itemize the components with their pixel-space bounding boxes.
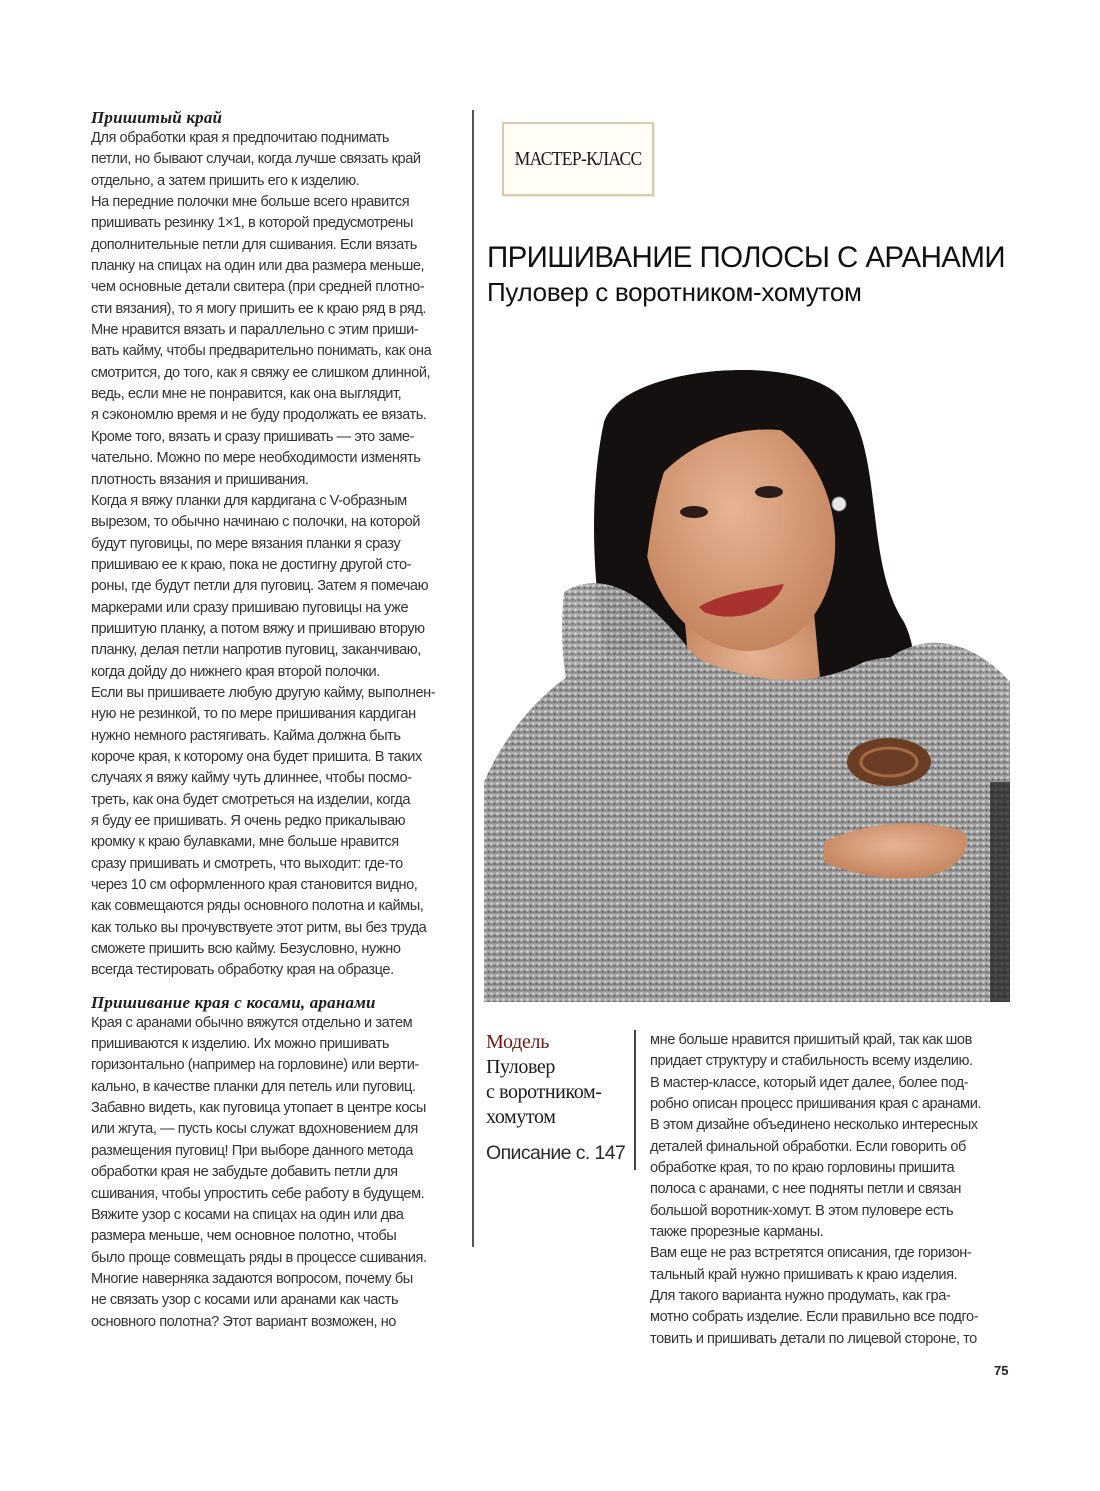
text-line: размера меньше, чем основное полотно, чтобы xyxy=(91,1228,397,1245)
text-line: сразу пришивать и смотреть, что выходит: где-то xyxy=(91,855,403,872)
text-line: обработке края, то по краю горловины пришита xyxy=(650,1160,955,1177)
text-line: пришиваются к изделию. Их можно пришивать xyxy=(91,1036,390,1053)
text-line: горизонтально (например на горловине) или верти- xyxy=(91,1057,419,1074)
article-subtitle: Пуловер с воротником-хомутом xyxy=(487,277,862,307)
text-line: Кроме того, вязать и сразу пришивать — это заме- xyxy=(91,428,415,445)
text-line: ную не резинкой, то по мере пришивания кардиган xyxy=(91,706,416,723)
text-line: было проще совмещать ряды в процессе сшивания. xyxy=(91,1249,427,1266)
text-line: планку, делая петли напротив пуговиц, заканчиваю, xyxy=(91,642,421,659)
text-line: вырезом, то обычно начинаю с полочки, на которой xyxy=(91,514,420,531)
text-line: робно описан процесс пришивания края с аранами. xyxy=(650,1096,982,1113)
text-line: я буду ее пришивать. Я очень редко прикалываю xyxy=(91,813,406,829)
text-line: случаях я вяжу кайму чуть длиннее, чтобы посмо- xyxy=(91,770,412,787)
text-line: когда дойду до нижнего края второй полочки. xyxy=(91,663,380,680)
text-line: нужно немного растягивать. Кайма должна быть xyxy=(91,727,401,744)
text-line: мне больше нравится пришитый край, так как шов xyxy=(650,1032,972,1048)
text-line: кально, в качестве планки для петель или пуговиц. xyxy=(91,1078,416,1095)
right-column-text xyxy=(650,1030,1010,1350)
kicker-label: МАСТЕР-КЛАСС xyxy=(514,147,642,170)
text-line: или жгута, — пусть косы служат вдохновением для xyxy=(91,1121,418,1138)
text-line: чательно. Можно по мере необходимости изменять xyxy=(91,450,421,467)
text-line: сшивания, чтобы упростить себе работу в будущем. xyxy=(91,1185,425,1202)
model-name-line: Пуловер xyxy=(486,1056,555,1078)
text-line: размещения пуговиц! При выборе данного метода xyxy=(91,1142,413,1159)
section-heading-sewn-edge: Пришитый край xyxy=(91,108,223,127)
section-body-cable-edge xyxy=(91,1013,451,1333)
left-column xyxy=(91,107,451,1333)
text-line: также прорезные карманы. xyxy=(650,1224,824,1241)
text-line: плотность вязания и пришивания. xyxy=(91,471,309,488)
section-body-sewn-edge xyxy=(91,128,451,982)
text-line: сти вязания), то я могу пришить ее к краю ряд в ряд. xyxy=(91,300,427,317)
model-name-line: хомутом xyxy=(486,1106,556,1128)
text-line: тальный край нужно пришивать к краю изделия. xyxy=(650,1266,958,1283)
text-line: пришиваю ее к краю, пока не достигну другой сто- xyxy=(91,556,412,573)
text-line: через 10 см оформленного края становится видно, xyxy=(91,877,418,894)
text-line: всегда тестировать обработку края на образце. xyxy=(91,962,394,979)
sidebar-divider xyxy=(634,1030,636,1170)
pattern-page-reference: Описание с. 147 xyxy=(486,1142,626,1164)
text-line: Когда я вяжу планки для кардигана с V-образным xyxy=(91,492,407,509)
text-line: не связать узор с косами или аранами как часть xyxy=(91,1292,399,1309)
text-line: чем основные детали свитера (при средней плотно- xyxy=(91,279,425,296)
text-line: В этом дизайне объединено несколько интересных xyxy=(650,1117,978,1134)
text-line: маркерами или сразу пришиваю пуговицы на уже xyxy=(91,599,409,616)
text-line: пришитую планку, а потом вяжу и пришиваю вторую xyxy=(91,620,425,637)
text-line: вать кайму, чтобы предварительно понимать, как она xyxy=(91,343,432,360)
text-line: смотрится, до того, как я свяжу ее слишком длинной, xyxy=(91,364,431,381)
text-line: товить и пришивать детали по лицевой стороне, то xyxy=(650,1330,977,1347)
article-title: ПРИШИВАНИЕ ПОЛОСЫ С АРАНАМИ xyxy=(487,241,1005,274)
text-line: Для такого варианта нужно продумать, как гра- xyxy=(650,1288,951,1305)
text-line: петли, но бывают случаи, когда лучше связать край xyxy=(91,151,421,168)
photo-illustration xyxy=(484,362,1010,1002)
text-line: планку на спицах на один или два размера меньше, xyxy=(91,258,425,275)
text-line: сможете пришить всю кайму. Безусловно, нужно xyxy=(91,941,401,958)
model-name-line: с воротником- xyxy=(486,1081,602,1103)
text-line: пришивать резинку 1×1, в которой предусмотрены xyxy=(91,215,413,232)
text-line: короче края, к которому она будет пришита. В таких xyxy=(91,748,422,765)
text-line: роны, где будут петли для пуговиц. Затем я помечаю xyxy=(91,578,429,595)
text-line: Забавно видеть, как пуговица утопает в центре косы xyxy=(91,1100,426,1117)
text-line: отдельно, а затем пришить его к изделию. xyxy=(91,172,360,189)
text-line: дополнительные петли для сшивания. Если вязать xyxy=(91,236,417,253)
section-kicker-badge xyxy=(502,122,654,196)
text-line: деталей финальной обработки. Если говорить об xyxy=(650,1138,966,1155)
text-line: Вяжите узор с косами на спицах на один или два xyxy=(91,1206,404,1223)
text-line: На передние полочки мне больше всего нравится xyxy=(91,194,410,211)
text-line: будут пуговицы, по мере вязания планки я сразу xyxy=(91,535,401,552)
text-line: Многие наверняка задаются вопросом, почему бы xyxy=(91,1270,413,1287)
text-line: я сэкономлю время и не буду продолжать ее вязать. xyxy=(91,407,427,424)
model-info-box xyxy=(486,1030,626,1165)
text-line: основного полотна? Этот вариант возможен, но xyxy=(91,1313,396,1330)
text-line: кромку к краю булавками, мне больше нравится xyxy=(91,834,399,851)
text-line: Если вы пришиваете любую другую кайму, выполнен- xyxy=(91,684,436,701)
column-divider xyxy=(472,110,474,1247)
text-line: обработки края не забудьте добавить петли для xyxy=(91,1164,398,1181)
text-line: В мастер-классе, который идет далее, более под- xyxy=(650,1074,969,1091)
section-heading-cable-edge: Пришивание края с косами, аранами xyxy=(91,992,376,1012)
text-line: треть, как она будет смотреться на изделии, когда xyxy=(91,791,411,808)
text-line: Мне нравится вязать и параллельно с этим приши- xyxy=(91,322,419,339)
text-line: придает структуру и стабильность всему изделию. xyxy=(650,1053,973,1070)
text-line: как только вы прочувствуете этот ритм, вы без труда xyxy=(91,919,427,936)
text-line: мотно собрать изделие. Если правильно все подго- xyxy=(650,1309,979,1326)
text-line: Края с аранами обычно вяжутся отдельно и затем xyxy=(91,1014,413,1031)
model-label: Модель xyxy=(486,1031,550,1053)
text-line: Для обработки края я предпочитаю поднимать xyxy=(91,130,390,146)
text-line: большой воротник-хомут. В этом пуловере есть xyxy=(650,1202,954,1219)
text-line: Вам еще не раз встретятся описания, где горизон- xyxy=(650,1245,972,1262)
text-line: ведь, если мне не понравится, как она выглядит, xyxy=(91,386,402,403)
model-photo xyxy=(484,362,1010,1002)
text-line: как совмещаются ряды основного полотна и каймы, xyxy=(91,898,424,915)
text-line: полоса с аранами, с нее подняты петли и связан xyxy=(650,1181,962,1198)
page-number: 75 xyxy=(994,1363,1009,1378)
